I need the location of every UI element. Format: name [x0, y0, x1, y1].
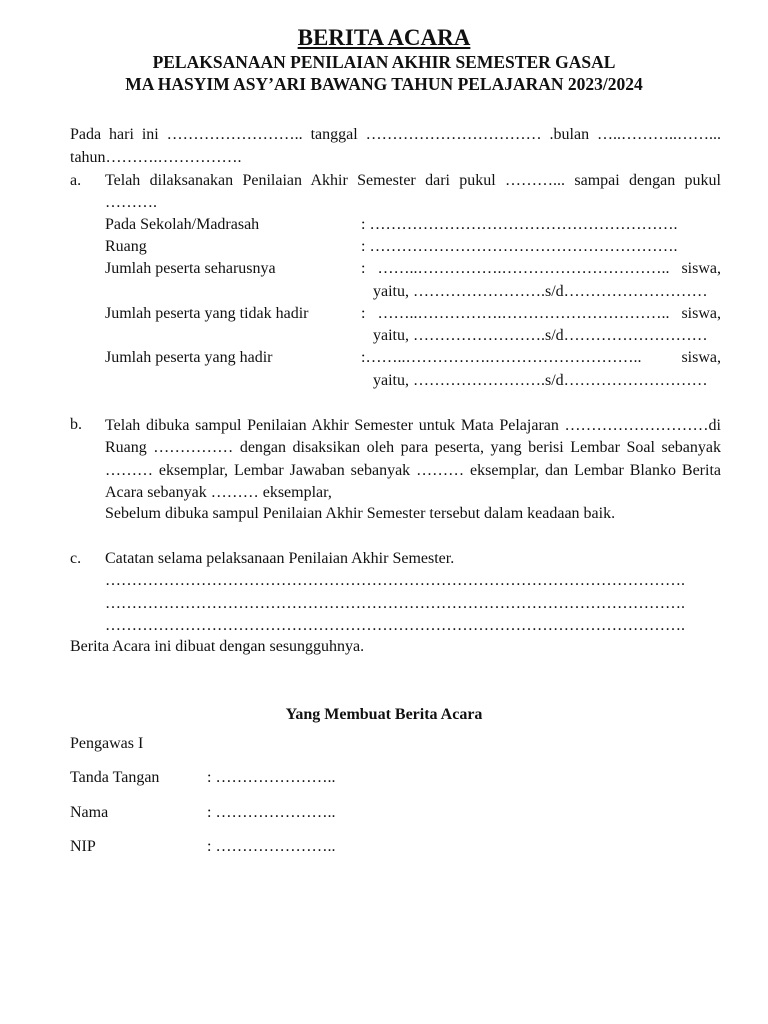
- signature-role: Pengawas I: [70, 735, 144, 752]
- closing-statement: Berita Acara ini dibuat dengan sesungguhnya.: [70, 638, 365, 655]
- field-label-seharusnya: Jumlah peserta seharusnya: [105, 260, 276, 277]
- field-sub-seharusnya: yaitu, …………………….s/d………………………: [373, 283, 708, 300]
- signature-value-tanda-tangan: : …………………..: [207, 769, 336, 786]
- field-value-sekolah: : ………………………………………………….: [361, 216, 678, 233]
- section-b-line5: Sebelum dibuka sampul Penilaian Akhir Semester tersebut dalam keadaan baik.: [105, 505, 616, 522]
- field-label-sekolah: Pada Sekolah/Madrasah: [105, 216, 260, 233]
- section-c-dotline-2: ……………………………………………………………………………………………….: [105, 595, 685, 612]
- section-b-paragraph: Telah dibuka sampul Penilaian Akhir Semester untuk Mata Pelajaran ………………………di Ruang …………… dengan disaksikan oleh para peserta, yang berisi Lembar Soal sebanyak ……… eksemplar, Lembar Jawaban sebanyak ……… eksemplar, dan Lembar Blanko Berita Acara sebanyak ……… eksemplar,: [105, 417, 721, 501]
- field-value-ruang: : ………………………………………………….: [361, 238, 678, 255]
- document-subtitle-line1: PELAKSANAAN PENILAIAN AKHIR SEMESTER GASAL: [152, 52, 616, 72]
- section-a-marker: a.: [70, 172, 82, 189]
- field-label-hadir: Jumlah peserta yang hadir: [105, 349, 273, 366]
- field-value-hadir: :……..…………….……………………….. siswa,: [361, 349, 721, 366]
- section-a-line2: ……….: [105, 194, 157, 211]
- signature-label-nip: NIP: [70, 838, 96, 855]
- field-value-tidak-hadir: : ……..…………….………………………….. siswa,: [361, 305, 721, 322]
- intro-line2: tahun……….…………….: [70, 149, 242, 166]
- section-c-dotline-3: ……………………………………………………………………………………………….: [105, 617, 685, 634]
- field-label-tidak-hadir: Jumlah peserta yang tidak hadir: [105, 305, 309, 322]
- section-c-dotline-1: ……………………………………………………………………………………………….: [105, 572, 685, 589]
- document-subtitle-line2: MA HASYIM ASY’ARI BAWANG TAHUN PELAJARAN 2023/2024: [125, 74, 643, 94]
- field-sub-tidak-hadir: yaitu, …………………….s/d………………………: [373, 327, 708, 344]
- signature-label-nama: Nama: [70, 804, 109, 821]
- field-label-ruang: Ruang: [105, 238, 147, 255]
- signature-label-tanda-tangan: Tanda Tangan: [70, 769, 160, 786]
- section-b-marker: b.: [70, 416, 82, 433]
- section-c-line1: Catatan selama pelaksanaan Penilaian Akhir Semester.: [105, 550, 455, 567]
- signature-value-nama: : …………………..: [207, 804, 336, 821]
- signature-value-nip: : …………………..: [207, 838, 336, 855]
- signature-heading: Yang Membuat Berita Acara: [285, 706, 483, 723]
- field-value-seharusnya: : ……..…………….………………………….. siswa,: [361, 260, 721, 277]
- section-c-marker: c.: [70, 550, 82, 567]
- document-title: BERITA ACARA: [297, 25, 471, 50]
- intro-line1: Pada hari ini …………………….. tanggal …………………………… .bulan …..………..……...: [70, 126, 721, 143]
- section-a-line1: Telah dilaksanakan Penilaian Akhir Semester dari pukul ………... sampai dengan pukul: [105, 172, 721, 189]
- field-sub-hadir: yaitu, …………………….s/d………………………: [373, 372, 708, 389]
